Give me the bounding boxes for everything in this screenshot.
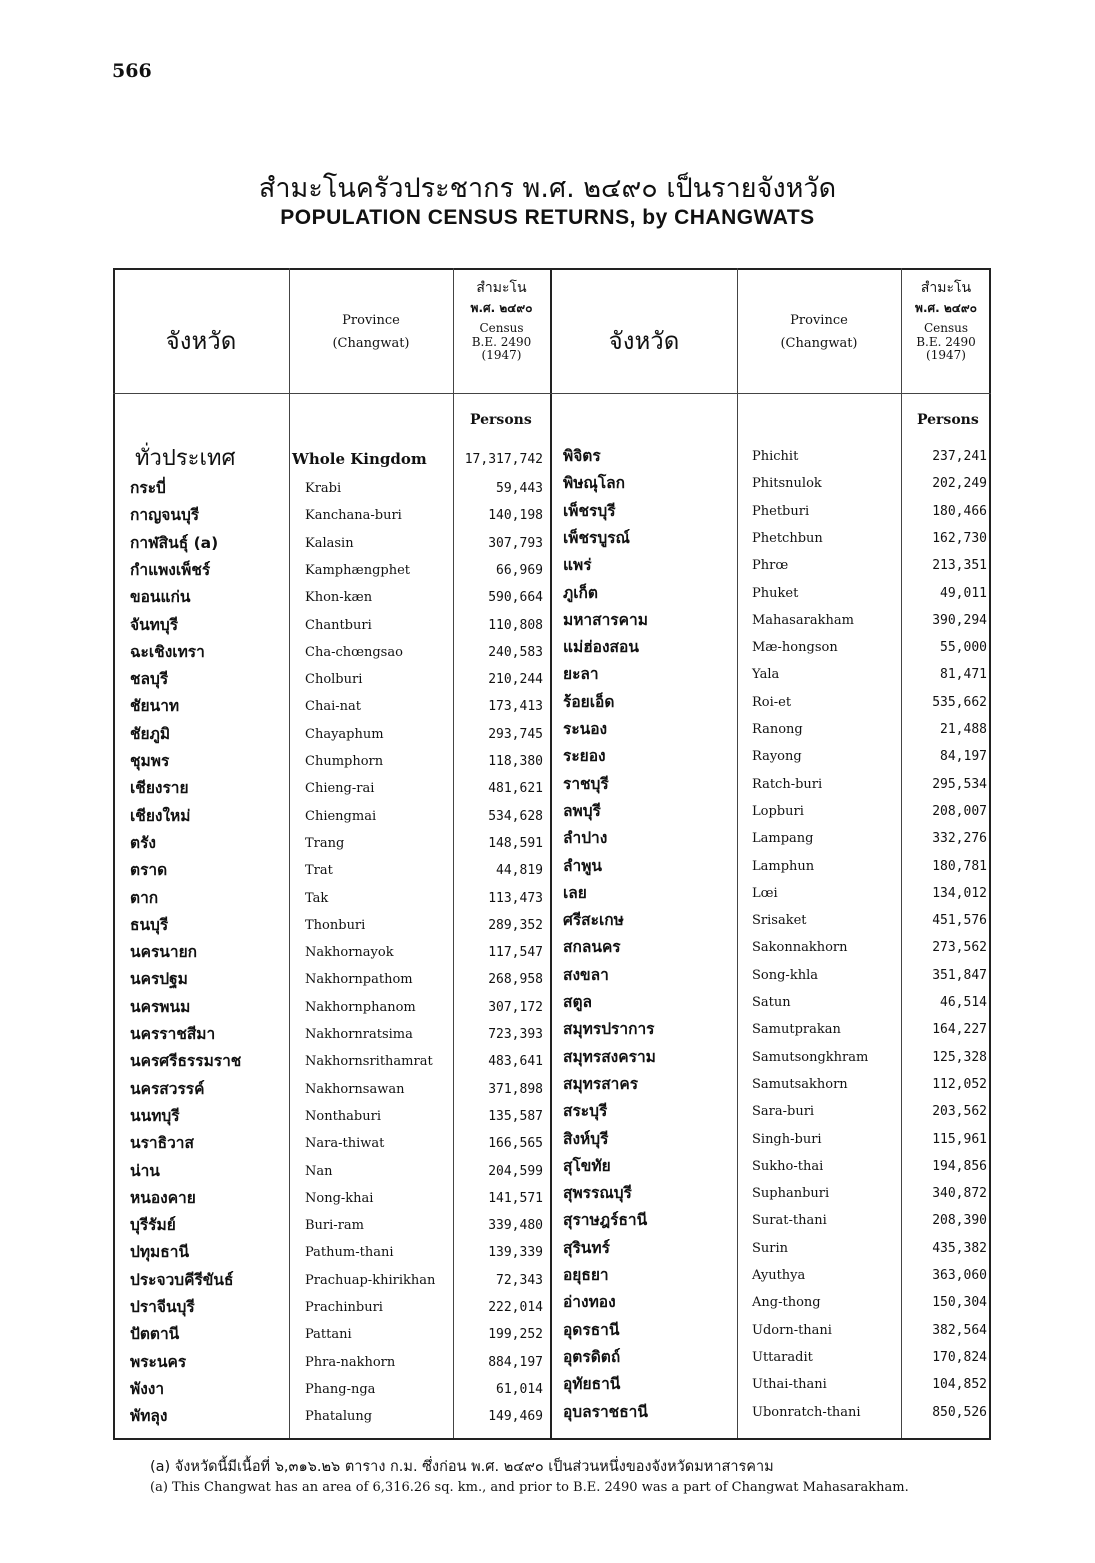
population-value: 135,587 [488,1108,543,1124]
province-name: Satun [752,995,791,1010]
province-name: Buri-ram [305,1218,364,1234]
population-value: 289,352 [488,917,543,933]
province-name: Trang [305,835,345,851]
population-value: 104,852 [932,1377,987,1393]
changwat-thai-name: นนทบุรี [130,1106,180,1125]
province-name: Mæ-hongson [752,640,838,656]
province-name: Chumphorn [305,754,384,769]
header-census [901,280,991,363]
province-name: Lamphun [752,858,815,874]
population-value: 180,466 [932,503,987,519]
province-name: Chantburi [305,617,372,633]
province-name: Phetchbun [752,530,823,546]
changwat-thai-name: เชียงใหม่ [130,806,191,825]
province-name: Rayong [752,749,802,765]
province-name: Nakhornphanom [305,999,416,1015]
changwat-thai-name: ลำพูน [563,856,603,875]
population-value: 148,591 [488,835,543,851]
province-name: Nakhornsrithamrat [305,1054,433,1070]
population-value: 884,197 [488,1354,543,1370]
province-name: Ubonratch-thani [752,1404,861,1420]
population-value: 237,241 [932,449,987,464]
header-census-thai-1: สำมะโน [476,280,527,296]
changwat-thai-name: น่าน [130,1161,160,1180]
population-value: 113,473 [488,890,543,906]
population-value: 72,343 [496,1272,543,1288]
changwat-thai-name: ตรัง [130,833,156,852]
changwat-thai-name: ร้อยเอ็ด [563,692,615,711]
province-name: Uttaradit [752,1349,813,1365]
province-name: Kanchana-buri [305,508,402,524]
header-census-3: (1947) [926,348,966,363]
province-name: Udorn-thani [752,1322,832,1338]
changwat-thai-name: ธนบุรี [130,915,169,934]
changwat-thai-name: อุตรดิตถ์ [563,1347,621,1366]
population-value: 268,958 [488,972,543,988]
population-value: 173,413 [488,699,543,715]
changwat-thai-name: ชัยนาท [130,697,180,716]
population-value: 590,664 [488,590,543,606]
population-value: 208,390 [932,1213,987,1229]
population-value: 481,621 [488,781,543,797]
changwat-thai-name: พัทลุง [130,1407,168,1426]
changwat-thai-name: ศรีสะเกษ [563,911,624,930]
population-value: 483,641 [488,1054,543,1070]
population-value: 55,000 [940,640,987,656]
population-value: 118,380 [488,754,543,769]
changwat-thai-name: อุบลราชธานี [563,1402,648,1421]
population-value: 125,328 [932,1049,987,1065]
population-value: 351,847 [932,967,987,983]
population-value: 199,252 [488,1327,543,1343]
changwat-thai-name: ราชบุรี [563,774,609,793]
population-value: 390,294 [932,612,987,628]
page-title-thai: สำมะโนครัวประชากร พ.ศ. ๒๔๙๐ เป็นรายจังหวัด [258,173,837,204]
population-value: 21,488 [940,722,987,737]
changwat-thai-name: มหาสารคาม [563,610,648,629]
header-census-1: Census [479,320,524,335]
province-name: Khon-kæn [305,590,373,606]
changwat-thai-name: เพ็ชรบุรี [563,501,616,520]
changwat-thai-name: ลพบุรี [563,801,601,820]
population-value: 202,249 [932,476,987,492]
province-name: Singh-buri [752,1131,822,1147]
province-name: Uthai-thani [752,1377,827,1393]
population-value: 293,745 [488,726,543,742]
population-value: 204,599 [488,1163,543,1179]
header-province-label: Province [342,313,400,328]
population-value: 110,808 [488,617,543,633]
province-name: Nakhornsawan [305,1081,405,1097]
page-number: 566 [112,60,152,82]
province-name: Roi-et [752,694,792,710]
column-divider [737,268,738,1440]
population-value: 723,393 [488,1027,543,1042]
population-value: 149,469 [488,1409,543,1425]
footnote-thai: (a) จังหวัดนี้มีเนื้อที่ ๖,๓๑๖.๒๖ ตาราง ก.ม. ซึ่งก่อน พ.ศ. ๒๔๙๐ เป็นส่วนหนึ่งของจังหวัดมหาสารคาม [150,1459,774,1475]
changwat-thai-name: บุรีรัมย์ [130,1216,176,1235]
province-name: Surin [752,1240,789,1256]
population-value: 180,781 [932,858,987,874]
province-name: Nara-thiwat [305,1136,385,1152]
changwat-thai-name: นครนายก [130,943,198,962]
population-value: 240,583 [488,644,543,660]
changwat-thai-name: ประจวบคีรีขันธ์ [130,1270,234,1289]
changwat-thai-name: ระยอง [563,747,606,766]
population-value: 363,060 [932,1268,987,1283]
province-name: Nakhornpathom [305,972,413,988]
changwat-thai-name: ชลบุรี [130,670,169,689]
province-name: Thonburi [305,917,366,933]
population-value: 141,571 [488,1190,543,1206]
changwat-thai-name: พิษณุโลก [563,474,626,493]
province-name: Cha-chœngsao [305,644,403,660]
population-value: 61,014 [496,1381,543,1397]
header-changwat-label: (Changwat) [332,335,410,351]
population-value: 435,382 [932,1240,987,1256]
province-name: Nakhornayok [305,945,394,961]
province-name: Pattani [305,1327,352,1343]
changwat-thai-name: กระบี่ [130,479,166,497]
province-name: Samutsakhorn [752,1076,848,1092]
population-value: 295,534 [932,776,987,792]
header-census-thai-1: สำมะโน [920,280,972,296]
header-province [289,314,453,352]
changwat-thai-name: ระนอง [563,720,608,738]
header-province [737,314,901,352]
population-value: 139,339 [488,1245,543,1261]
province-name: Phatalung [305,1409,373,1425]
changwat-thai-name: นครพนม [130,997,191,1016]
province-name: Pathum-thani [305,1245,394,1261]
population-value: 46,514 [940,995,987,1010]
province-name: Phrœ [752,558,789,574]
population-value: 194,856 [932,1158,987,1174]
changwat-thai-name: ยะลา [563,665,599,684]
changwat-thai-name: เพ็ชรบูรณ์ [563,528,630,547]
province-name: Sakonnakhorn [752,940,848,956]
changwat-thai-name: สิงห์บุรี [563,1129,609,1148]
changwat-thai-name: ฉะเชิงเทรา [130,642,205,661]
province-name: Mahasarakham [752,612,854,628]
population-value: 140,198 [488,508,543,524]
changwat-thai-name: สกลนคร [563,938,621,957]
population-value: 49,011 [940,585,987,601]
changwat-thai-name: กาฬสินธุ์ (a) [130,533,219,552]
changwat-thai-name: จันทบุรี [130,615,179,634]
province-name: Lœi [752,885,778,901]
header-census-thai-2: พ.ศ. ๒๔๙๐ [470,301,533,316]
table-bottom-rule [113,1438,991,1440]
census-table [113,268,991,1440]
changwat-thai-name: นครปฐม [130,970,188,989]
changwat-thai-name: นราธิวาส [130,1134,194,1153]
population-value: 81,471 [940,667,987,683]
province-name: Chayaphum [305,726,384,742]
header-census-3: (1947) [481,348,522,363]
province-name: Ang-thong [752,1295,821,1311]
changwat-thai-name: หนองคาย [130,1188,196,1207]
population-value: 208,007 [932,803,987,819]
changwat-thai-name: สมุทรสาคร [563,1074,639,1093]
province-name: Kamphængphet [305,562,411,578]
province-name: Nong-khai [305,1190,374,1206]
province-name: Ranong [752,722,803,737]
changwat-thai-name: ขอนแก่น [130,588,191,607]
changwat-thai-name: สตูล [563,993,593,1011]
changwat-thai-name: สมุทรสงคราม [563,1047,656,1066]
changwat-thai-name: สงขลา [563,965,609,984]
changwat-thai-name: พิจิตร [563,447,601,465]
changwat-thai-name: ชัยภูมิ [130,724,171,743]
changwat-thai-name: นครศรีธรรมราช [130,1052,242,1071]
header-census-2: B.E. 2490 [916,334,976,349]
population-value: 332,276 [932,831,987,847]
changwat-thai-name: อุดรธานี [563,1320,620,1339]
changwat-thai-name: สุโขทัย [563,1156,611,1175]
province-name: Phuket [752,585,799,601]
population-value: 166,565 [488,1136,543,1152]
population-value: 340,872 [932,1186,987,1202]
province-name: Sara-buri [752,1104,815,1120]
population-value: 66,969 [496,562,543,578]
changwat-thai-name: กำแพงเพ็ชร์ [130,560,211,579]
changwat-thai-name: พระนคร [130,1352,187,1371]
province-name: Nan [305,1163,333,1179]
population-value: 371,898 [488,1081,543,1097]
population-value: 203,562 [932,1104,987,1120]
header-province-label: Province [790,313,848,328]
province-name: Suphanburi [752,1186,830,1202]
province-name: Tak [305,890,329,906]
province-name: Song-khla [752,967,818,983]
province-name: Ratch-buri [752,776,823,792]
changwat-thai-name: นครสวรรค์ [130,1079,205,1098]
population-value: 112,052 [932,1076,987,1092]
changwat-thai-name: ตาก [130,888,159,907]
whole-kingdom-value: 17,317,742 [464,452,543,467]
province-name: Phitsnulok [752,476,822,492]
changwat-thai-name: สุรินทร์ [563,1238,610,1257]
changwat-thai-name: กาญจนบุรี [130,506,200,525]
population-value: 162,730 [932,530,987,546]
changwat-thai-name: เชียงราย [130,779,189,798]
population-value: 44,819 [496,863,543,879]
population-value: 273,562 [932,940,987,956]
changwat-thai-name: อ่างทอง [563,1293,616,1312]
header-census-1: Census [923,320,969,335]
population-value: 117,547 [488,945,543,961]
province-name: Surat-thani [752,1213,827,1229]
whole-kingdom-thai: ทั่วประเทศ [135,446,236,471]
header-census [453,280,550,363]
changwat-thai-name: เลย [563,883,587,902]
changwat-thai-name: แม่ฮ่องสอน [563,638,639,657]
province-name: Kalasin [305,535,354,551]
changwat-thai-name: พังงา [130,1379,165,1398]
header-persons: Persons [470,412,532,428]
population-value: 535,662 [932,694,987,710]
population-value: 84,197 [940,749,987,765]
changwat-thai-name: ปราจีนบุรี [130,1298,195,1316]
province-name: Phang-nga [305,1381,376,1397]
province-name: Yala [752,667,780,683]
province-name: Lopburi [752,803,804,819]
province-name: Samutprakan [752,1022,841,1038]
population-value: 339,480 [488,1218,543,1234]
changwat-thai-name: อยุธยา [563,1266,609,1284]
header-census-thai-2: พ.ศ. ๒๔๙๐ [915,301,977,316]
changwat-thai-name: สระบุรี [563,1102,608,1121]
province-name: Phetburi [752,503,810,519]
changwat-thai-name: อุทัยธานี [563,1375,621,1394]
population-value: 222,014 [488,1300,543,1315]
changwat-thai-name: ปัตตานี [130,1325,180,1344]
changwat-thai-name: สมุทรปราการ [563,1020,655,1039]
province-name: Prachinburi [305,1300,383,1315]
province-name: Krabi [305,481,342,496]
province-name: Chiengmai [305,808,377,824]
province-name: Samutsongkhram [752,1049,869,1065]
population-value: 307,793 [488,535,543,551]
population-value: 150,304 [932,1295,987,1311]
province-name: Chieng-rai [305,781,375,797]
column-divider [550,268,552,1440]
changwat-thai-name: นครราชสีมา [130,1025,216,1043]
header-changwat-thai: จังหวัด [608,327,680,355]
changwat-thai-name: ตราด [130,861,168,880]
province-name: Chai-nat [305,699,361,715]
changwat-thai-name: สุพรรณบุรี [563,1184,632,1203]
population-value: 59,443 [496,481,543,496]
province-name: Nonthaburi [305,1108,381,1124]
population-value: 534,628 [488,808,543,824]
changwat-thai-name: ชุมพร [130,752,170,770]
province-name: Prachuap-khirikhan [305,1272,436,1288]
province-name: Lampang [752,831,814,847]
province-name: Sukho-thai [752,1158,824,1174]
population-value: 170,824 [932,1349,987,1365]
changwat-thai-name: ลำปาง [563,829,608,848]
population-value: 451,576 [932,913,987,929]
province-name: Phichit [752,449,799,464]
population-value: 213,351 [932,558,987,574]
province-name: Cholburi [305,672,363,688]
changwat-thai-name: ภูเก็ต [563,583,598,602]
footnote: (a) This Changwat has an area of 6,316.26 sq. km., and prior to B.E. 2490 was a part of Changwat Mahasarakham. [150,1480,909,1495]
population-value: 115,961 [932,1131,987,1147]
population-value: 382,564 [932,1322,987,1338]
changwat-thai-name: สุราษฎร์ธานี [563,1211,648,1230]
province-name: Trat [305,863,333,879]
province-name: Phra-nakhorn [305,1354,396,1370]
population-value: 210,244 [488,672,543,688]
header-changwat-label: (Changwat) [780,335,858,351]
population-value: 850,526 [932,1404,987,1420]
changwat-thai-name: แพร่ [563,556,592,575]
changwat-thai-name: ปทุมธานี [130,1243,190,1262]
province-name: Srisaket [752,913,807,929]
population-value: 307,172 [488,999,543,1015]
header-census-2: B.E. 2490 [471,334,532,349]
column-divider [901,268,902,1440]
population-value: 164,227 [932,1022,987,1038]
column-divider [289,268,290,1440]
header-changwat-thai: จังหวัด [165,327,237,355]
province-name: Nakhornratsima [305,1027,413,1042]
province-name: Ayuthya [752,1268,806,1283]
column-divider [453,268,454,1440]
page-title: POPULATION CENSUS RETURNS, by CHANGWATS [280,206,815,229]
population-value: 134,012 [932,885,987,901]
whole-kingdom-label: Whole Kingdom [292,450,427,468]
header-divider [113,393,991,394]
header-persons: Persons [917,412,979,428]
